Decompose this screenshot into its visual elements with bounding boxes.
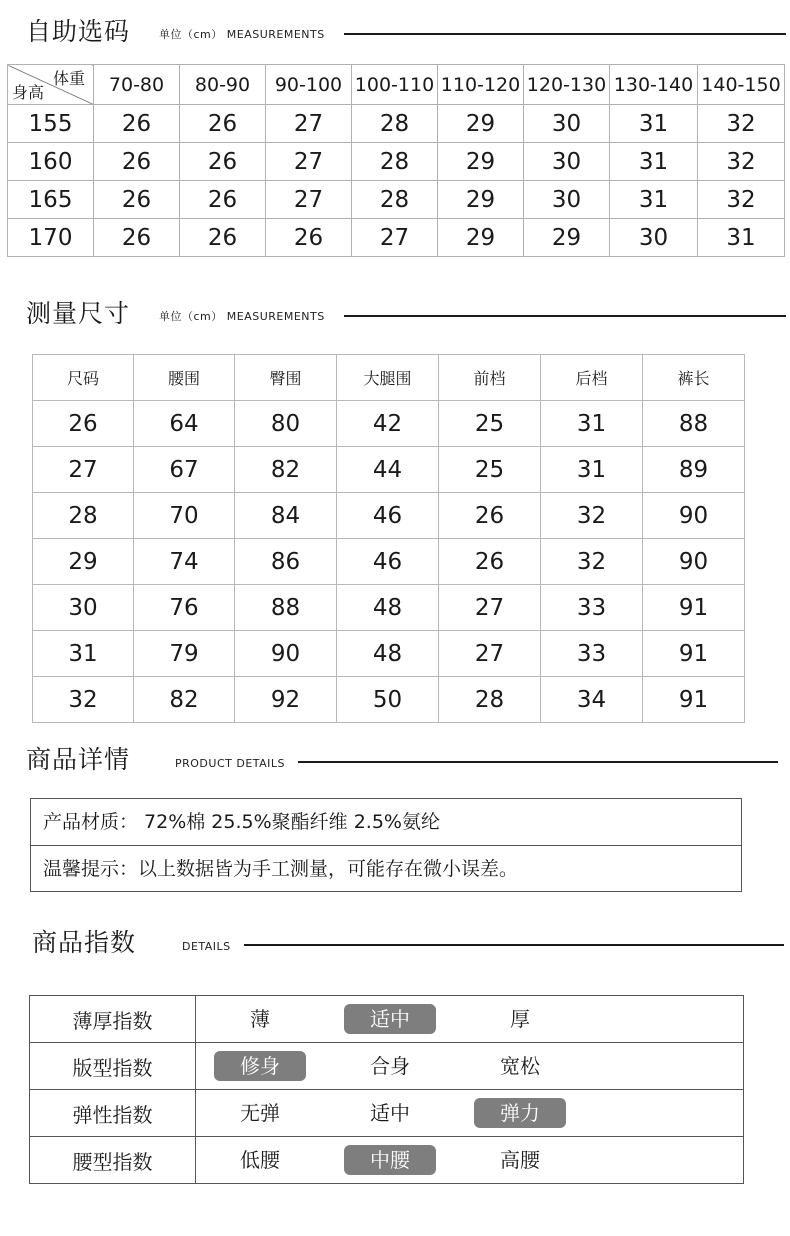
table-cell: 90 [235, 631, 337, 677]
height-cell: 170 [8, 219, 94, 257]
column-header: 臀围 [235, 355, 337, 401]
size-cell: 27 [352, 219, 438, 257]
size-cell: 31 [610, 105, 698, 143]
table-cell: 46 [337, 493, 439, 539]
table-row [33, 677, 745, 723]
table-cell: 91 [643, 585, 745, 631]
weight-header: 130-140 [610, 65, 698, 105]
section-title: 商品详情 [26, 745, 131, 774]
index-option: 厚 [510, 1007, 530, 1031]
size-cell: 30 [524, 143, 610, 181]
table-cell: 27 [33, 447, 134, 493]
height-cell: 165 [8, 181, 94, 219]
height-cell: 160 [8, 143, 94, 181]
weight-header: 110-120 [438, 65, 524, 105]
table-cell: 44 [337, 447, 439, 493]
material-info: 产品材质： 72%棉 25.5%聚酯纤维 2.5%氨纶 [43, 811, 440, 833]
table-cell: 26 [439, 539, 541, 585]
table-cell: 67 [134, 447, 235, 493]
size-cell: 29 [438, 181, 524, 219]
table-cell: 31 [541, 401, 643, 447]
section-subtitle: PRODUCT DETAILS [175, 757, 286, 770]
measure-table-header-row [33, 355, 745, 401]
size-cell: 26 [180, 143, 266, 181]
size-cell: 27 [266, 143, 352, 181]
corner-cell [8, 65, 94, 105]
table-cell: 32 [541, 493, 643, 539]
table-cell: 33 [541, 585, 643, 631]
table-cell: 88 [643, 401, 745, 447]
index-option: 高腰 [500, 1148, 540, 1172]
size-cell: 30 [524, 105, 610, 143]
size-table-header-row [8, 65, 785, 105]
table-cell: 74 [134, 539, 235, 585]
table-cell: 46 [337, 539, 439, 585]
table-cell: 27 [439, 585, 541, 631]
index-option: 薄 [250, 1007, 270, 1031]
table-cell: 88 [235, 585, 337, 631]
size-cell: 30 [524, 181, 610, 219]
index-row-waist [30, 1137, 744, 1184]
size-cell: 26 [94, 143, 180, 181]
index-row-fit [30, 1043, 744, 1090]
size-cell: 31 [610, 143, 698, 181]
index-option: 适中 [370, 1101, 410, 1125]
index-label: 薄厚指数 [30, 996, 196, 1043]
section-title: 测量尺寸 [26, 299, 131, 328]
table-cell: 64 [134, 401, 235, 447]
table-row [33, 401, 745, 447]
section-divider [344, 315, 786, 317]
section-header-product-details [26, 740, 786, 780]
table-cell: 32 [541, 539, 643, 585]
table-cell: 79 [134, 631, 235, 677]
table-cell: 29 [33, 539, 134, 585]
measurement-tip: 温馨提示：以上数据皆为手工测量，可能存在微小误差。 [31, 845, 741, 892]
table-cell: 42 [337, 401, 439, 447]
table-cell: 86 [235, 539, 337, 585]
index-option-selected: 修身 [214, 1051, 306, 1081]
table-cell: 31 [33, 631, 134, 677]
product-index-table [29, 995, 744, 1184]
size-cell: 29 [524, 219, 610, 257]
section-header-measurements [26, 294, 786, 334]
weight-header: 120-130 [524, 65, 610, 105]
size-cell: 32 [698, 105, 785, 143]
weight-header: 100-110 [352, 65, 438, 105]
size-cell: 27 [266, 105, 352, 143]
table-cell: 30 [33, 585, 134, 631]
table-cell: 31 [541, 447, 643, 493]
table-row [33, 447, 745, 493]
table-cell: 91 [643, 631, 745, 677]
table-cell: 25 [439, 401, 541, 447]
size-cell: 26 [180, 181, 266, 219]
section-header-size-select [26, 12, 786, 52]
size-cell: 31 [698, 219, 785, 257]
size-cell: 26 [94, 105, 180, 143]
section-subtitle: 单位（cm） MEASUREMENTS [159, 310, 325, 323]
table-cell: 28 [439, 677, 541, 723]
table-row [8, 219, 785, 257]
size-cell: 26 [94, 181, 180, 219]
section-title: 商品指数 [32, 928, 137, 957]
size-cell: 26 [180, 219, 266, 257]
table-cell: 33 [541, 631, 643, 677]
weight-header: 140-150 [698, 65, 785, 105]
section-title: 自助选码 [26, 17, 131, 46]
size-cell: 28 [352, 143, 438, 181]
table-cell: 90 [643, 539, 745, 585]
size-cell: 27 [266, 181, 352, 219]
table-cell: 27 [439, 631, 541, 677]
size-cell: 28 [352, 105, 438, 143]
table-cell: 28 [33, 493, 134, 539]
size-cell: 26 [266, 219, 352, 257]
index-option-selected: 适中 [344, 1004, 436, 1034]
table-cell: 34 [541, 677, 643, 723]
index-options [196, 1137, 744, 1184]
index-option-selected: 中腰 [344, 1145, 436, 1175]
size-cell: 26 [94, 219, 180, 257]
table-cell: 26 [33, 401, 134, 447]
section-divider [344, 33, 786, 35]
index-label: 弹性指数 [30, 1090, 196, 1137]
size-cell: 29 [438, 105, 524, 143]
index-options [196, 1090, 744, 1137]
table-row [8, 105, 785, 143]
table-cell: 89 [643, 447, 745, 493]
section-divider [244, 944, 784, 946]
product-details-box [30, 798, 742, 892]
table-cell: 50 [337, 677, 439, 723]
table-cell: 25 [439, 447, 541, 493]
column-header: 前档 [439, 355, 541, 401]
size-cell: 29 [438, 143, 524, 181]
column-header: 尺码 [33, 355, 134, 401]
weight-header: 90-100 [266, 65, 352, 105]
table-cell: 84 [235, 493, 337, 539]
weight-header: 70-80 [94, 65, 180, 105]
table-cell: 26 [439, 493, 541, 539]
table-cell: 91 [643, 677, 745, 723]
table-cell: 70 [134, 493, 235, 539]
index-option: 低腰 [240, 1148, 280, 1172]
table-cell: 76 [134, 585, 235, 631]
index-label: 腰型指数 [30, 1137, 196, 1184]
weight-label: 体重 [52, 69, 85, 88]
table-row [33, 539, 745, 585]
size-cell: 29 [438, 219, 524, 257]
index-option: 合身 [370, 1054, 410, 1078]
table-cell: 92 [235, 677, 337, 723]
table-cell: 32 [33, 677, 134, 723]
height-cell: 155 [8, 105, 94, 143]
index-option: 宽松 [500, 1054, 540, 1078]
index-option-selected: 弹力 [474, 1098, 566, 1128]
column-header: 大腿围 [337, 355, 439, 401]
table-row [8, 181, 785, 219]
index-row-elasticity [30, 1090, 744, 1137]
size-cell: 28 [352, 181, 438, 219]
index-options [196, 996, 744, 1043]
table-row [33, 493, 745, 539]
table-cell: 48 [337, 585, 439, 631]
section-subtitle: 单位（cm） MEASUREMENTS [159, 28, 325, 41]
table-cell: 80 [235, 401, 337, 447]
weight-header: 80-90 [180, 65, 266, 105]
table-cell: 82 [134, 677, 235, 723]
size-cell: 31 [610, 181, 698, 219]
size-selection-table [7, 64, 785, 257]
table-row [8, 143, 785, 181]
size-cell: 26 [180, 105, 266, 143]
table-cell: 90 [643, 493, 745, 539]
index-label: 版型指数 [30, 1043, 196, 1090]
section-divider [298, 761, 778, 763]
table-cell: 82 [235, 447, 337, 493]
section-header-product-index [32, 923, 786, 963]
index-row-thickness [30, 996, 744, 1043]
index-option: 无弹 [240, 1101, 280, 1125]
height-label: 身高 [12, 83, 45, 102]
measurement-table [32, 354, 745, 723]
column-header: 腰围 [134, 355, 235, 401]
size-cell: 32 [698, 143, 785, 181]
column-header: 后档 [541, 355, 643, 401]
column-header: 裤长 [643, 355, 745, 401]
section-subtitle: DETAILS [182, 940, 231, 953]
table-row [33, 631, 745, 677]
size-cell: 30 [610, 219, 698, 257]
size-cell: 32 [698, 181, 785, 219]
table-cell: 48 [337, 631, 439, 677]
table-row [33, 585, 745, 631]
index-options [196, 1043, 744, 1090]
